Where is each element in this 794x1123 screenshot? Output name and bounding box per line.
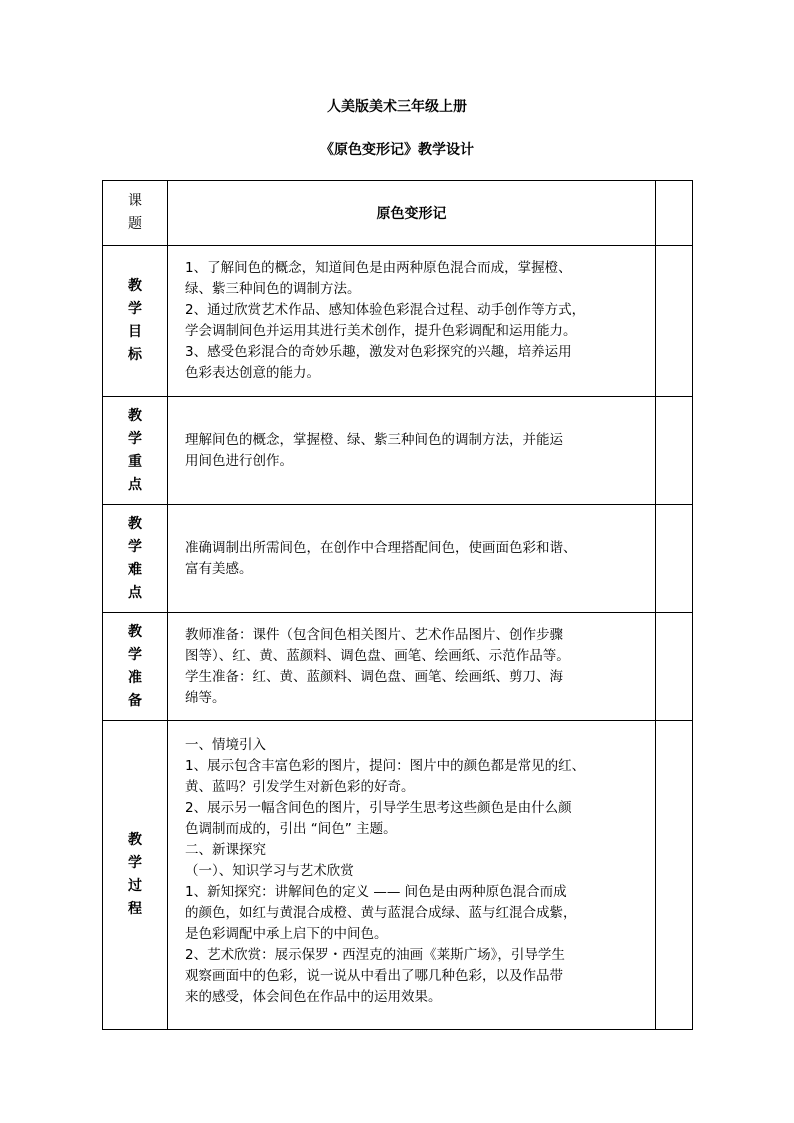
process-row [103, 721, 693, 1030]
process-extra-cell [656, 721, 693, 1030]
process-line: （一）、知识学习与艺术欣赏 [185, 863, 354, 879]
goals-line: 色彩表达创意的能力。 [185, 365, 320, 381]
process-line: 是色彩调配中承上启下的中间色。 [185, 926, 388, 942]
goals-header-char: 教 [128, 278, 142, 294]
process-line: 观察画面中的色彩，说一说从中看出了哪几种色彩，以及作品带 [185, 968, 563, 984]
process-line: 一、情境引入 [185, 737, 266, 753]
process-header-char: 过 [128, 878, 142, 894]
difficulties-row [103, 505, 693, 613]
preparation-line: 图等）、红、黄、蓝颜料、调色盘、画笔、绘画纸、示范作品等。 [185, 647, 570, 664]
process-line: 黄、蓝吗？引发学生对新色彩的好奇。 [185, 779, 415, 795]
preparation-line: 学生准备：红、黄、蓝颜料、调色盘、画笔、绘画纸、剪刀、海 [185, 668, 563, 685]
process-line: 1、新知探究：讲解间色的定义 —— 间色是由两种原色混合而成 [185, 884, 567, 900]
preparation-row [103, 613, 693, 721]
process-line: 1、展示包含丰富色彩的图片，提问：图片中的颜色都是常见的红、 [185, 758, 586, 774]
goals-line: 2、通过欣赏艺术作品、感知体验色彩混合过程、动手创作等方式， [185, 302, 586, 318]
difficulties-header-char: 点 [128, 584, 142, 601]
preparation-line: 教师准备：课件（包含间色相关图片、艺术作品图片、创作步骤 [185, 626, 563, 643]
preparation-header [103, 613, 168, 721]
process-line: 的颜色，如红与黄混合成橙、黄与蓝混合成绿、蓝与红混合成紫， [185, 905, 577, 921]
goals-content [168, 246, 656, 397]
lesson-plan-table [102, 180, 693, 1030]
key-points-line: 用间色进行创作。 [185, 452, 293, 469]
topic-header-char: 题 [128, 216, 142, 232]
goals-line: 学会调制间色并运用其进行美术创作，提升色彩调配和运用能力。 [185, 323, 577, 339]
preparation-header-char: 准 [128, 669, 142, 686]
key-points-header-char: 重 [128, 453, 142, 470]
preparation-line: 绵等。 [185, 689, 226, 706]
topic-header [103, 181, 168, 246]
process-line: 色调制而成的，引出 “间色” 主题。 [185, 821, 397, 837]
difficulties-header-char: 学 [128, 538, 142, 555]
difficulties-content [168, 505, 656, 613]
process-header [103, 721, 168, 1030]
process-header-char: 教 [128, 832, 142, 848]
document-subtitle: 《原色变形记》教学设计 [320, 142, 474, 158]
goals-header [103, 246, 168, 397]
goals-line: 1、了解间色的概念，知道间色是由两种原色混合而成，掌握橙、 [185, 260, 572, 276]
difficulties-header-char: 难 [128, 561, 142, 578]
process-header-char: 程 [128, 901, 142, 917]
goals-line: 3、感受色彩混合的奇妙乐趣，激发对色彩探究的兴趣，培养运用 [185, 344, 572, 360]
key-points-extra-cell [656, 397, 693, 505]
topic-extra-cell [656, 181, 693, 246]
goals-header-char: 学 [128, 301, 142, 317]
topic-value: 原色变形记 [168, 181, 656, 246]
process-content [168, 721, 656, 1030]
goals-header-char: 标 [128, 347, 142, 363]
document-title: 人美版美术三年级上册 [327, 99, 467, 115]
process-line: 二、新课探究 [185, 842, 266, 858]
key-points-header-char: 点 [128, 476, 142, 493]
key-points-line: 理解间色的概念，掌握橙、绿、紫三种间色的调制方法，并能运 [185, 431, 563, 448]
preparation-content [168, 613, 656, 721]
preparation-header-char: 教 [128, 623, 142, 640]
preparation-extra-cell [656, 613, 693, 721]
process-line: 来的感受，体会间色在作品中的运用效果。 [185, 989, 442, 1005]
goals-line: 绿、紫三种间色的调制方法。 [185, 281, 361, 297]
process-header-char: 学 [128, 855, 142, 871]
process-line: 2、展示另一幅含间色的图片，引导学生思考这些颜色是由什么颜 [185, 800, 572, 816]
key-points-content [168, 397, 656, 505]
key-points-header-char: 学 [128, 430, 142, 447]
difficulties-extra-cell [656, 505, 693, 613]
difficulties-line: 富有美感。 [185, 560, 253, 577]
difficulties-header-char: 教 [128, 515, 142, 532]
key-points-row [103, 397, 693, 505]
preparation-header-char: 学 [128, 646, 142, 663]
goals-header-char: 目 [128, 324, 142, 340]
difficulties-line: 准确调制出所需间色，在创作中合理搭配间色，使画面色彩和谐、 [185, 539, 577, 556]
key-points-header-char: 教 [128, 407, 142, 424]
goals-row [103, 246, 693, 397]
difficulties-header [103, 505, 168, 613]
process-line: 2、艺术欣赏：展示保罗・西涅克的油画《莱斯广场》，引导学生 [185, 947, 565, 963]
topic-header-char: 课 [128, 193, 142, 209]
goals-extra-cell [656, 246, 693, 397]
topic-row [103, 181, 693, 246]
key-points-header [103, 397, 168, 505]
preparation-header-char: 备 [128, 692, 142, 709]
